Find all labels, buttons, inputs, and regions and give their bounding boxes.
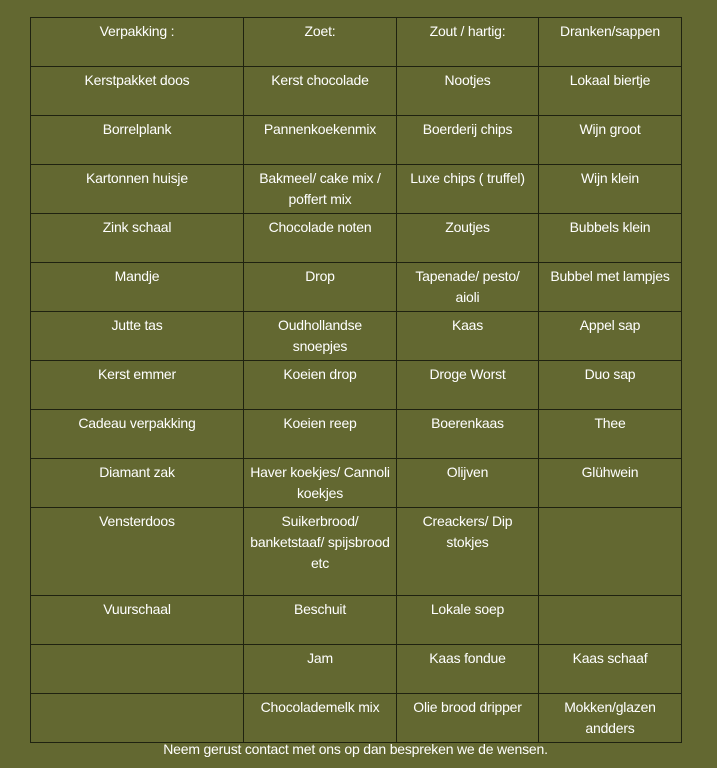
table-cell: Boerenkaas bbox=[397, 410, 539, 459]
table-header-row bbox=[31, 18, 682, 67]
table-row bbox=[31, 165, 682, 214]
table-row bbox=[31, 410, 682, 459]
table-cell: Suikerbrood/ banketstaaf/ spijsbrood etc bbox=[244, 508, 397, 596]
table-cell: Appel sap bbox=[539, 312, 682, 361]
table-cell: Wijn klein bbox=[539, 165, 682, 214]
table-cell: Wijn groot bbox=[539, 116, 682, 165]
header-dranken-sappen: Dranken/sappen bbox=[539, 18, 682, 67]
table-cell: Lokale soep bbox=[397, 596, 539, 645]
table-cell: Diamant zak bbox=[31, 459, 244, 508]
table-cell: Lokaal biertje bbox=[539, 67, 682, 116]
table-cell: Beschuit bbox=[244, 596, 397, 645]
table-cell bbox=[31, 645, 244, 694]
contact-note: Neem gerust contact met ons op dan bespreken we de wensen. bbox=[163, 741, 548, 757]
table-row bbox=[31, 312, 682, 361]
header-zout-hartig: Zout / hartig: bbox=[397, 18, 539, 67]
table-cell bbox=[31, 694, 244, 743]
table-cell: Boerderij chips bbox=[397, 116, 539, 165]
product-table-wrapper bbox=[30, 17, 681, 743]
table-cell: Olijven bbox=[397, 459, 539, 508]
table-cell: Haver koekjes/ Cannoli koekjes bbox=[244, 459, 397, 508]
table-cell: Glühwein bbox=[539, 459, 682, 508]
table-cell: Koeien reep bbox=[244, 410, 397, 459]
table-cell: Tapenade/ pesto/ aioli bbox=[397, 263, 539, 312]
table-cell: Drop bbox=[244, 263, 397, 312]
table-cell: Nootjes bbox=[397, 67, 539, 116]
table-row bbox=[31, 214, 682, 263]
table-row bbox=[31, 67, 682, 116]
table-row bbox=[31, 694, 682, 743]
table-cell: Creackers/ Dip stokjes bbox=[397, 508, 539, 596]
table-cell: Jutte tas bbox=[31, 312, 244, 361]
table-cell: Thee bbox=[539, 410, 682, 459]
table-cell: Pannenkoekenmix bbox=[244, 116, 397, 165]
table-cell: Mandje bbox=[31, 263, 244, 312]
table-cell: Borrelplank bbox=[31, 116, 244, 165]
table-cell: Droge Worst bbox=[397, 361, 539, 410]
table-cell: Oudhollandse snoepjes bbox=[244, 312, 397, 361]
table-cell: Kerst chocolade bbox=[244, 67, 397, 116]
table-cell: Kerstpakket doos bbox=[31, 67, 244, 116]
table-cell: Cadeau verpakking bbox=[31, 410, 244, 459]
table-cell: Chocolade noten bbox=[244, 214, 397, 263]
table-cell: Bubbels klein bbox=[539, 214, 682, 263]
table-cell: Duo sap bbox=[539, 361, 682, 410]
table-cell: Koeien drop bbox=[244, 361, 397, 410]
table-cell: Kaas fondue bbox=[397, 645, 539, 694]
table-row bbox=[31, 361, 682, 410]
header-zoet: Zoet: bbox=[244, 18, 397, 67]
table-cell: Olie brood dripper bbox=[397, 694, 539, 743]
table-cell: Kaas schaaf bbox=[539, 645, 682, 694]
table-cell: Bubbel met lampjes bbox=[539, 263, 682, 312]
table-row bbox=[31, 459, 682, 508]
table-row bbox=[31, 263, 682, 312]
product-table bbox=[30, 17, 682, 743]
table-cell: Vensterdoos bbox=[31, 508, 244, 596]
table-cell: Kartonnen huisje bbox=[31, 165, 244, 214]
table-cell: Luxe chips ( truffel) bbox=[397, 165, 539, 214]
table-row bbox=[31, 645, 682, 694]
table-cell: Zoutjes bbox=[397, 214, 539, 263]
table-cell: Chocolademelk mix bbox=[244, 694, 397, 743]
table-row bbox=[31, 596, 682, 645]
table-cell: Vuurschaal bbox=[31, 596, 244, 645]
table-cell: Mokken/glazen andders bbox=[539, 694, 682, 743]
table-cell: Jam bbox=[244, 645, 397, 694]
table-row bbox=[31, 508, 682, 596]
table-cell: Kaas bbox=[397, 312, 539, 361]
table-cell: Bakmeel/ cake mix / poffert mix bbox=[244, 165, 397, 214]
table-cell bbox=[539, 508, 682, 596]
table-row bbox=[31, 116, 682, 165]
table-cell: Kerst emmer bbox=[31, 361, 244, 410]
header-verpakking: Verpakking : bbox=[31, 18, 244, 67]
table-cell bbox=[539, 596, 682, 645]
table-cell: Zink schaal bbox=[31, 214, 244, 263]
